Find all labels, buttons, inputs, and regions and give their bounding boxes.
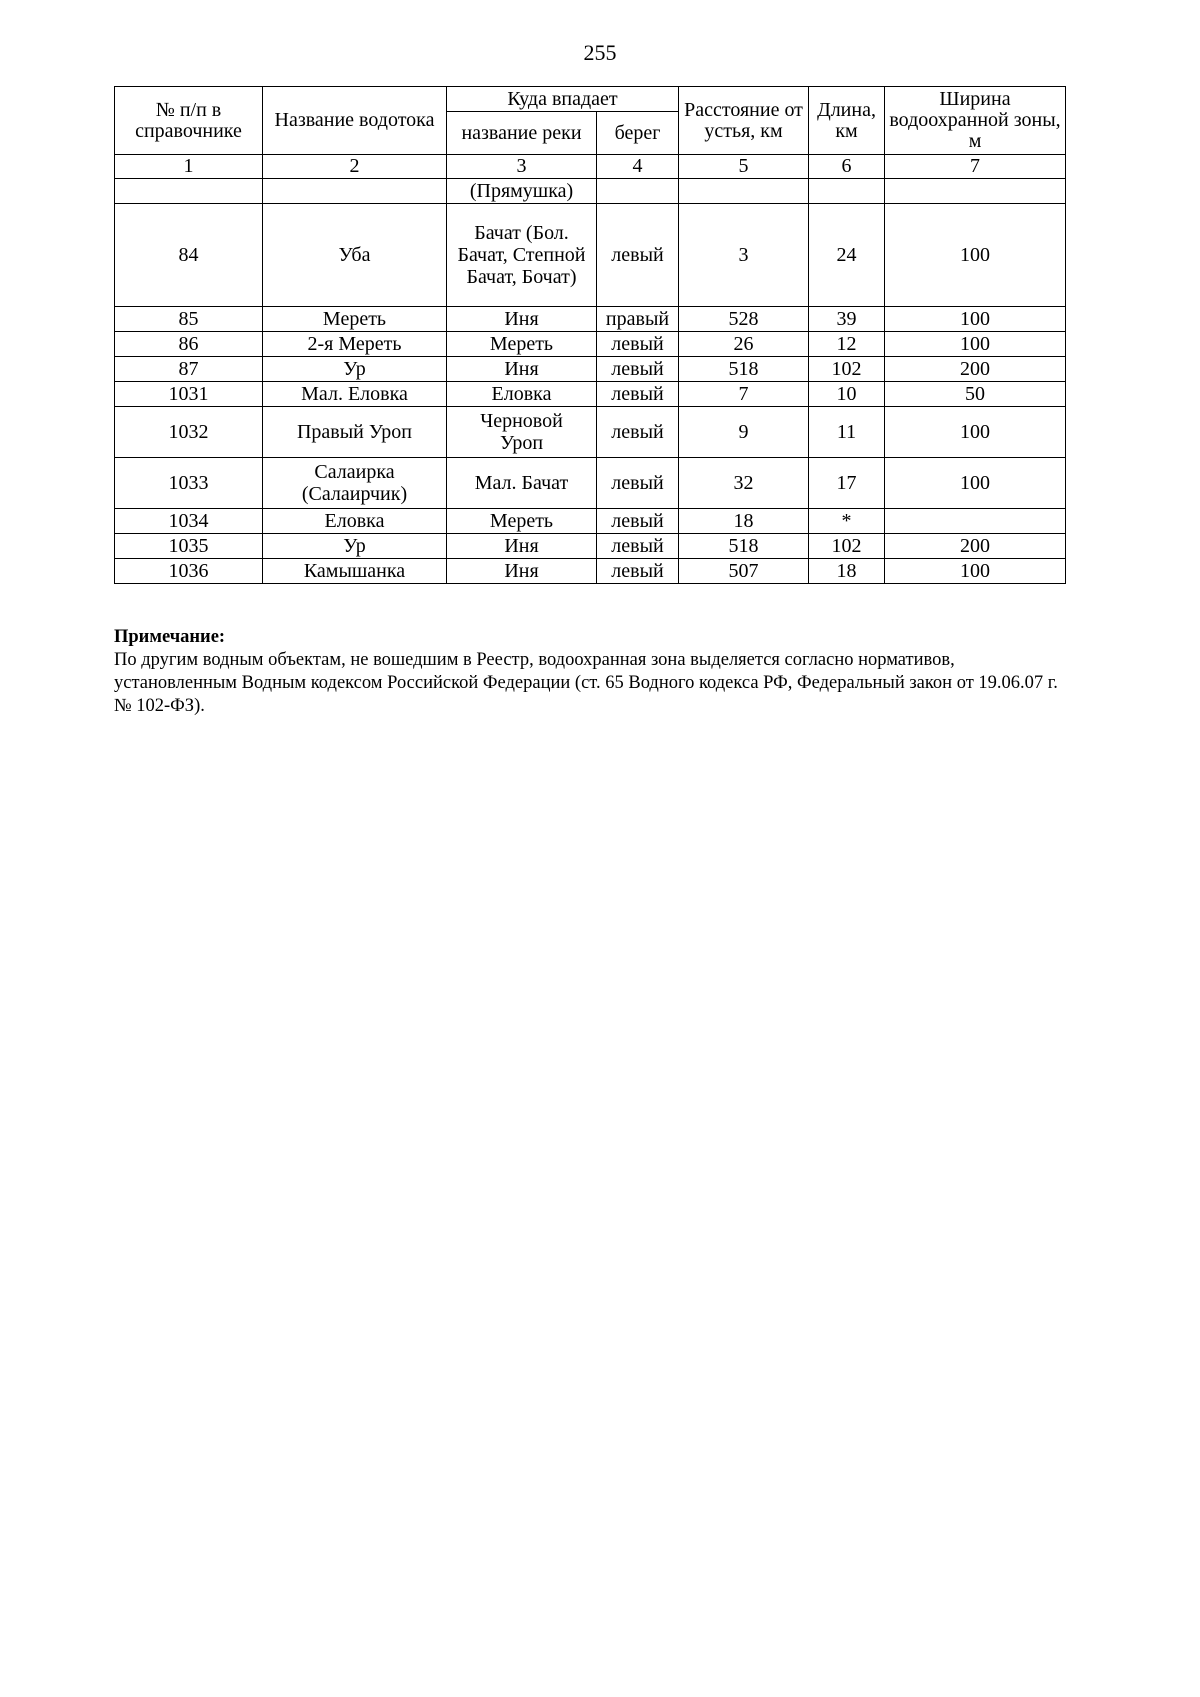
- cell-distance: 7: [679, 382, 809, 407]
- cell-num: 1031: [115, 382, 263, 407]
- header-col3: название реки: [447, 112, 597, 155]
- header-col2: Название водотока: [263, 87, 447, 155]
- cell-name: Камышанка: [263, 559, 447, 584]
- column-number-row: [115, 155, 1066, 179]
- header-col6: Длина, км: [809, 87, 885, 155]
- header-col5: Расстояние от устья, км: [679, 87, 809, 155]
- cell-length: *: [809, 509, 885, 534]
- header-col7: Ширина водоохранной зоны, м: [885, 87, 1066, 155]
- cell-river: Черновой Уроп: [447, 407, 597, 458]
- cell-num: [115, 179, 263, 204]
- table-row: [115, 307, 1066, 332]
- page-number: 255: [583, 40, 617, 65]
- cell-num: 84: [115, 204, 263, 307]
- cell-bank: левый: [597, 509, 679, 534]
- cell-distance: 518: [679, 357, 809, 382]
- cell-river: Иня: [447, 559, 597, 584]
- cell-distance: 507: [679, 559, 809, 584]
- cell-width: 100: [885, 204, 1066, 307]
- table-row: [115, 382, 1066, 407]
- cell-name: Правый Уроп: [263, 407, 447, 458]
- column-number: 6: [809, 155, 885, 179]
- cell-bank: левый: [597, 458, 679, 509]
- cell-width: 50: [885, 382, 1066, 407]
- column-number: 7: [885, 155, 1066, 179]
- cell-length: [809, 179, 885, 204]
- cell-river: Еловка: [447, 382, 597, 407]
- table-row: [115, 559, 1066, 584]
- column-number: 4: [597, 155, 679, 179]
- cell-name: Еловка: [263, 509, 447, 534]
- header-col4: берег: [597, 112, 679, 155]
- table-row: [115, 458, 1066, 509]
- column-number: 1: [115, 155, 263, 179]
- cell-name: [263, 179, 447, 204]
- cell-name: Уба: [263, 204, 447, 307]
- cell-distance: 3: [679, 204, 809, 307]
- cell-num: 87: [115, 357, 263, 382]
- cell-length: 11: [809, 407, 885, 458]
- cell-river: Иня: [447, 307, 597, 332]
- cell-distance: 26: [679, 332, 809, 357]
- column-number: 2: [263, 155, 447, 179]
- cell-bank: левый: [597, 204, 679, 307]
- table-row: [115, 534, 1066, 559]
- cell-length: 39: [809, 307, 885, 332]
- cell-width: 100: [885, 559, 1066, 584]
- watercourse-table: [114, 86, 1066, 584]
- cell-river: (Прямушка): [447, 179, 597, 204]
- cell-length: 12: [809, 332, 885, 357]
- cell-distance: 528: [679, 307, 809, 332]
- cell-length: 24: [809, 204, 885, 307]
- cell-width: 200: [885, 357, 1066, 382]
- cell-distance: 18: [679, 509, 809, 534]
- cell-length: 10: [809, 382, 885, 407]
- cell-length: 102: [809, 357, 885, 382]
- cell-river: Бачат (Бол. Бачат, Степной Бачат, Бочат): [447, 204, 597, 307]
- cell-num: 1032: [115, 407, 263, 458]
- cell-name: Ур: [263, 534, 447, 559]
- cell-num: 1034: [115, 509, 263, 534]
- cell-bank: правый: [597, 307, 679, 332]
- cell-bank: левый: [597, 407, 679, 458]
- cell-width: 100: [885, 332, 1066, 357]
- cell-bank: левый: [597, 559, 679, 584]
- cell-name: Салаирка (Салаирчик): [263, 458, 447, 509]
- column-number: 5: [679, 155, 809, 179]
- cell-width: 100: [885, 307, 1066, 332]
- cell-name: Мереть: [263, 307, 447, 332]
- table-row: [115, 509, 1066, 534]
- table-row: [115, 407, 1066, 458]
- cell-river: Мереть: [447, 509, 597, 534]
- cell-river: Иня: [447, 357, 597, 382]
- note-title: Примечание:: [114, 627, 226, 647]
- cell-bank: [597, 179, 679, 204]
- cell-num: 85: [115, 307, 263, 332]
- cell-length: 17: [809, 458, 885, 509]
- cell-length: 18: [809, 559, 885, 584]
- cell-num: 86: [115, 332, 263, 357]
- note-text: По другим водным объектам, не вошедшим в Реестр, водоохранная зона выделяется согласно нормативов, установленным Водным кодексом Российской Федерации (ст. 65 Водного кодекса РФ, Федеральный закон от 19.06.07 г. № 102-ФЗ).: [114, 650, 1058, 716]
- table-row: [115, 357, 1066, 382]
- cell-river: Мереть: [447, 332, 597, 357]
- cell-bank: левый: [597, 534, 679, 559]
- cell-length: 102: [809, 534, 885, 559]
- cell-bank: левый: [597, 332, 679, 357]
- header-group-outflow: Куда впадает: [447, 87, 679, 112]
- column-number: 3: [447, 155, 597, 179]
- cell-num: 1035: [115, 534, 263, 559]
- cell-bank: левый: [597, 382, 679, 407]
- cell-num: 1033: [115, 458, 263, 509]
- cell-name: 2-я Мереть: [263, 332, 447, 357]
- cell-river: Мал. Бачат: [447, 458, 597, 509]
- cell-distance: [679, 179, 809, 204]
- cell-width: 100: [885, 407, 1066, 458]
- cell-name: Ур: [263, 357, 447, 382]
- cell-width: 200: [885, 534, 1066, 559]
- note-block: [114, 626, 1074, 718]
- cell-distance: 518: [679, 534, 809, 559]
- table-row: [115, 332, 1066, 357]
- cell-name: Мал. Еловка: [263, 382, 447, 407]
- cell-width: 100: [885, 458, 1066, 509]
- cell-width: [885, 509, 1066, 534]
- cell-river: Иня: [447, 534, 597, 559]
- table-row: [115, 204, 1066, 307]
- header-col1: № п/п в справочнике: [115, 87, 263, 155]
- cell-bank: левый: [597, 357, 679, 382]
- cell-width: [885, 179, 1066, 204]
- cell-distance: 9: [679, 407, 809, 458]
- cell-num: 1036: [115, 559, 263, 584]
- table-row: [115, 179, 1066, 204]
- cell-distance: 32: [679, 458, 809, 509]
